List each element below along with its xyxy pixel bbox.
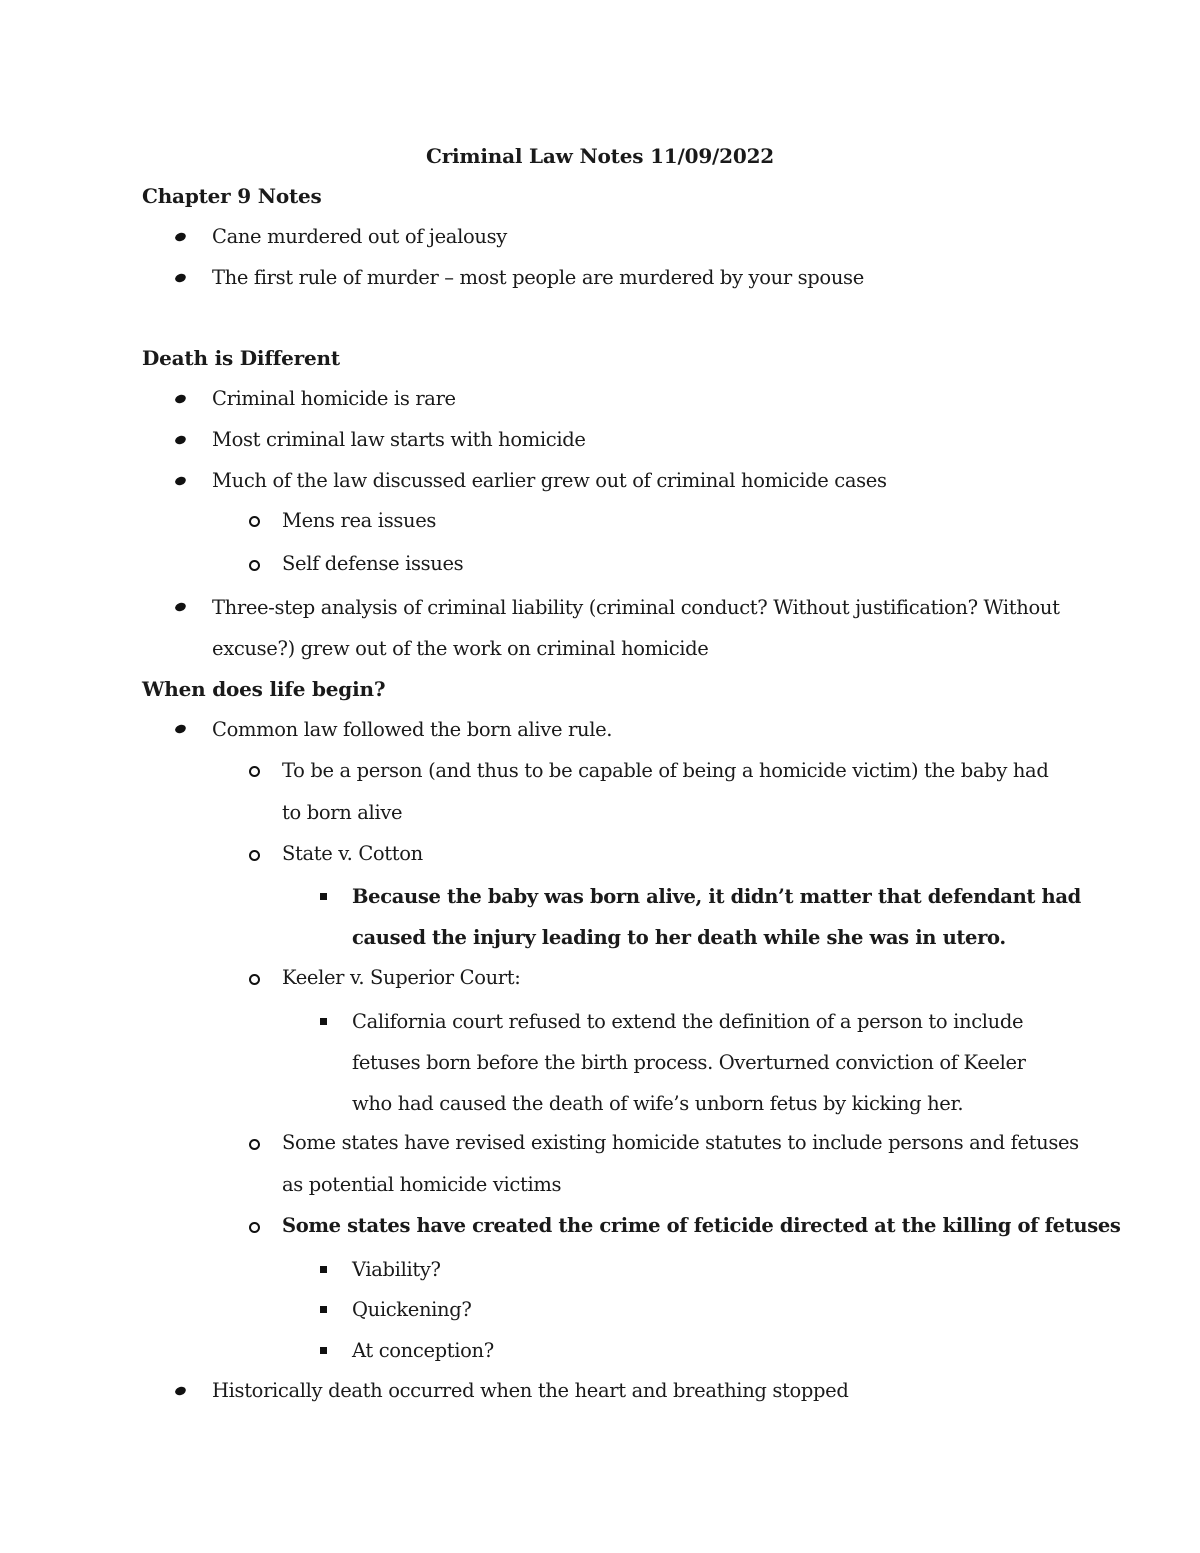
list-item: Common law followed the born alive rule.: [212, 718, 613, 741]
sub-list-item-line: Some states have revised existing homicide statutes to include persons and fetuses: [282, 1131, 1079, 1154]
hollow-circle-bullet-icon: [249, 766, 260, 777]
section-heading-chapter-9: Chapter 9 Notes: [142, 184, 322, 208]
hollow-circle-bullet-icon: [249, 560, 260, 571]
square-bullet-icon: [320, 893, 327, 900]
sub-list-item-line: to born alive: [282, 801, 403, 824]
list-item: Criminal homicide is rare: [212, 387, 456, 410]
section-heading-when-does-life-begin: When does life begin?: [142, 677, 386, 701]
square-bullet-icon: [320, 1018, 327, 1025]
list-item: Most criminal law starts with homicide: [212, 428, 586, 451]
sub-sub-list-item-line: who had caused the death of wife’s unborn fetus by kicking her.: [352, 1092, 964, 1115]
bullet-icon: [174, 601, 187, 612]
sub-sub-list-item: Quickening?: [352, 1298, 472, 1321]
bullet-icon: [174, 231, 187, 242]
sub-sub-list-item-line: fetuses born before the birth process. Overturned conviction of Keeler: [352, 1051, 1026, 1074]
sub-sub-list-item: At conception?: [352, 1339, 494, 1362]
sub-list-item: Keeler v. Superior Court:: [282, 966, 521, 989]
square-bullet-icon: [320, 1306, 327, 1313]
document-title: Criminal Law Notes 11/09/2022: [425, 144, 775, 168]
list-item: Much of the law discussed earlier grew out of criminal homicide cases: [212, 469, 887, 492]
sub-list-item: State v. Cotton: [282, 842, 423, 865]
hollow-circle-bullet-icon: [249, 1139, 260, 1150]
sub-list-item: Self defense issues: [282, 552, 464, 575]
bullet-icon: [174, 475, 187, 486]
sub-list-item: Mens rea issues: [282, 509, 437, 532]
section-heading-death-is-different: Death is Different: [142, 346, 340, 370]
hollow-circle-bullet-icon: [249, 1222, 260, 1233]
sub-list-item-line: To be a person (and thus to be capable of being a homicide victim) the baby had: [282, 759, 1049, 782]
list-item: Cane murdered out of jealousy: [212, 225, 507, 248]
list-item-line: excuse?) grew out of the work on criminal homicide: [212, 637, 709, 660]
sub-sub-list-item-line: Because the baby was born alive, it didn’t matter that defendant had: [352, 885, 1081, 908]
bullet-icon: [174, 1385, 187, 1396]
list-item-line: Three-step analysis of criminal liability (criminal conduct? Without justification? Without: [212, 596, 1060, 619]
hollow-circle-bullet-icon: [249, 516, 260, 527]
bullet-icon: [174, 723, 187, 734]
list-item: The first rule of murder – most people are murdered by your spouse: [212, 266, 864, 289]
sub-sub-list-item: Viability?: [352, 1258, 441, 1281]
square-bullet-icon: [320, 1266, 327, 1273]
hollow-circle-bullet-icon: [249, 974, 260, 985]
bullet-icon: [174, 393, 187, 404]
hollow-circle-bullet-icon: [249, 850, 260, 861]
sub-list-item-line: as potential homicide victims: [282, 1173, 562, 1196]
square-bullet-icon: [320, 1347, 327, 1354]
bullet-icon: [174, 434, 187, 445]
sub-list-item: Some states have created the crime of feticide directed at the killing of fetuses: [282, 1214, 1121, 1237]
list-item: Historically death occurred when the heart and breathing stopped: [212, 1379, 849, 1402]
sub-sub-list-item-line: California court refused to extend the definition of a person to include: [352, 1010, 1024, 1033]
bullet-icon: [174, 272, 187, 283]
sub-sub-list-item-line: caused the injury leading to her death while she was in utero.: [352, 926, 1006, 949]
